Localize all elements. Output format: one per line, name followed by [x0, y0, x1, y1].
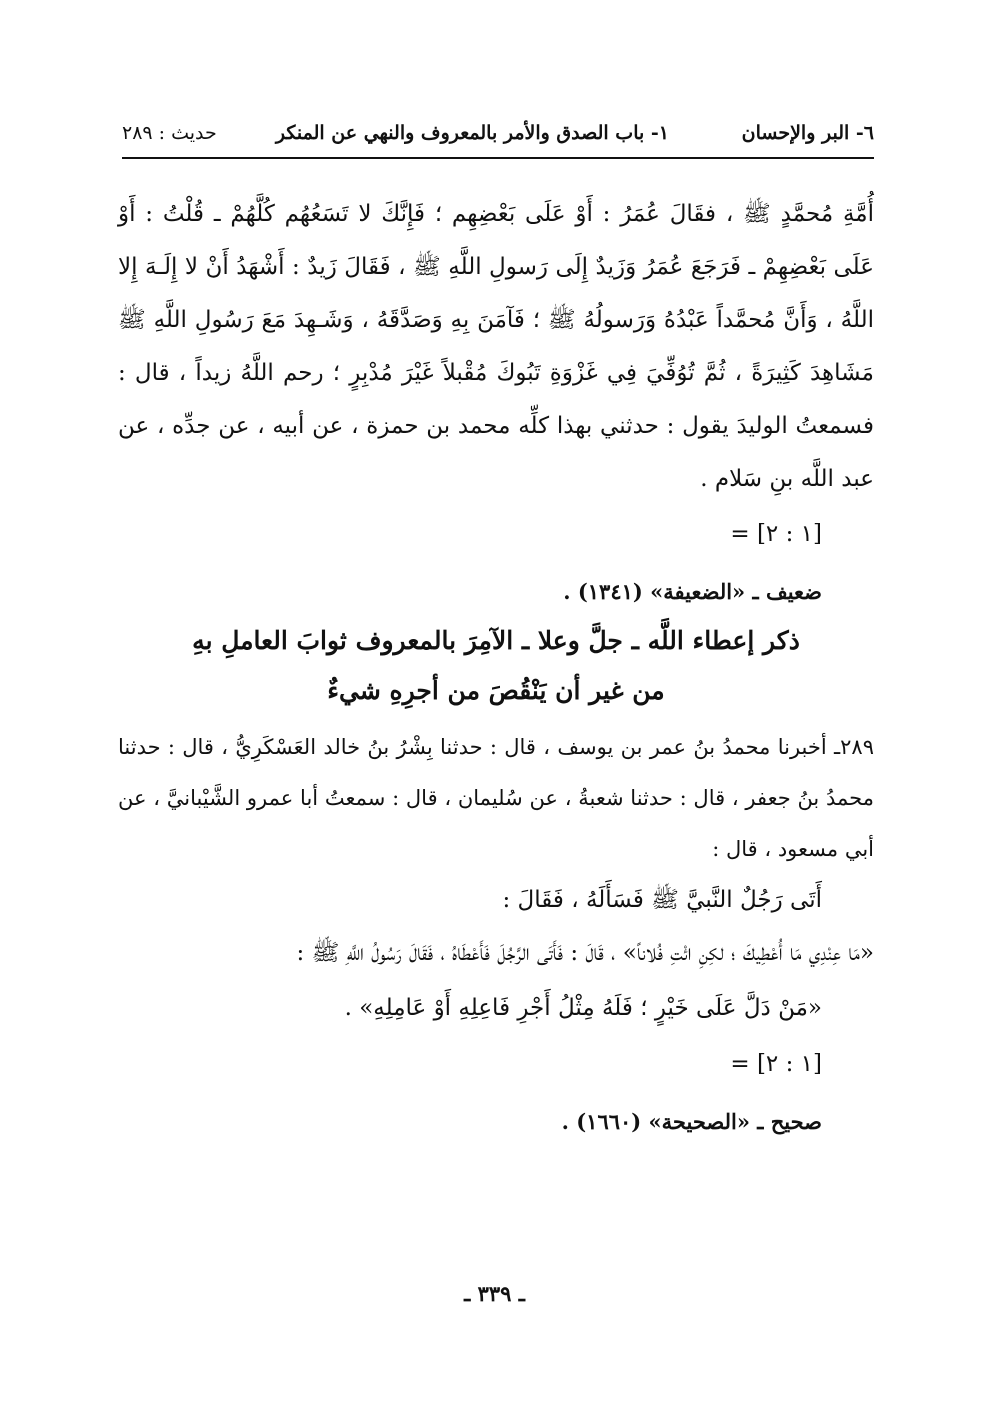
hadith-grade: صحيح ـ «الصحيحة» (١٦٦٠) . — [561, 1109, 822, 1134]
page-number: ـ ٣٣٩ ـ — [464, 1281, 525, 1306]
chapter-title-line-1: ذكر إعطاء اللَّه ـ جلَّ وعلا ـ الآمِرَ بالمعروف ثوابَ العاملِ بهِ — [192, 626, 800, 655]
cross-reference: [١ : ٢] = — [730, 1051, 822, 1077]
page-body — [118, 188, 874, 1142]
hadith-text-quote: «مَا عِنْدِي مَا أُعْطِيكَ ؛ لكِنِ ائْتِ فُلاناً» ، قَالَ : فَأَتَى الرَّجُلَ فَأَعْطَاهُ ، فَقَالَ رَسُولُ اللَّهِ ﷺ : — [296, 940, 874, 966]
header-hadith-ref: حديث : ٢٨٩ — [122, 122, 217, 144]
header-book-chapter: ٦- البر والإحسان — [741, 122, 874, 144]
hadith-isnad: ٢٨٩ـ أخبرنا محمدُ بنُ عمر بن يوسف ، قال : حدثنا بِشْرُ بنُ خالد العَسْكَرِيُّ ، قال : حدثنا محمدُ بنُ جعفر ، قال : حدثنا شعبةُ ، عن سُليمان ، قال : سمعتُ أبا عمرو الشَّيْبانيَّ ، عن أبي مسعود ، قال : — [118, 735, 874, 861]
header-divider — [122, 157, 874, 159]
hadith-prophetic-saying: «مَنْ دَلَّ عَلَى خَيْرٍ ؛ فَلَهُ مِثْلُ أَجْرِ فَاعِلِهِ أَوْ عَامِلِهِ» . — [344, 995, 822, 1021]
hadith-text-line: أَتَى رَجُلٌ النَّبيَّ ﷺ فَسَأَلَهُ ، فَقَالَ : — [502, 887, 822, 913]
cross-reference: [١ : ٢] = — [730, 521, 822, 547]
chapter-title-line-2: من غير أن يَنْقُصَ من أجرِهِ شيءٌ — [327, 676, 665, 705]
body-paragraph: أُمَّةِ مُحمَّدٍ ﷺ ، فقَالَ عُمَرُ : أَوْ عَلَى بَعْضِهِم ؛ فَإِنَّكَ لا تَسَعُهُم كُلَّهُمْ ـ قُلْتُ : أَوْ عَلَى بَعْضِهِمْ ـ فَرَجَعَ عُمَرُ وَزَيدٌ إِلَى رَسولِ اللَّهِ ﷺ ، فَقَالَ زَيدٌ : أَشْهَدُ أَنْ لا إِلَـهَ إِلا اللَّهُ ، وَأَنَّ مُحمَّداً عَبْدُهُ وَرَسولُهُ ﷺ ؛ فَآمَنَ بِهِ وَصَدَّقَهُ ، وَشَـهِدَ مَعَ رَسُولِ اللَّهِ ﷺ مَشَاهِدَ كَثِيرَةً ، ثُمَّ تُوُفِّيَ فِي غَزْوَةِ تَبُوكَ مُقْبلاً غَيْرَ مُدْبِرٍ ؛ رحم اللَّهُ زيداً ، قال : فسمعتُ الوليدَ يقول : حدثني بهذا كلِّه محمد بن حمزة ، عن أبيه ، عن جدِّه ، عن عبد اللَّه بنِ سَلام . — [118, 201, 874, 492]
running-header — [122, 118, 874, 156]
hadith-grade: ضعيف ـ «الضعيفة» (١٣٤١) . — [563, 579, 822, 604]
header-section-title: ١- باب الصدق والأمر بالمعروف والنهي عن المنكر — [275, 122, 669, 144]
